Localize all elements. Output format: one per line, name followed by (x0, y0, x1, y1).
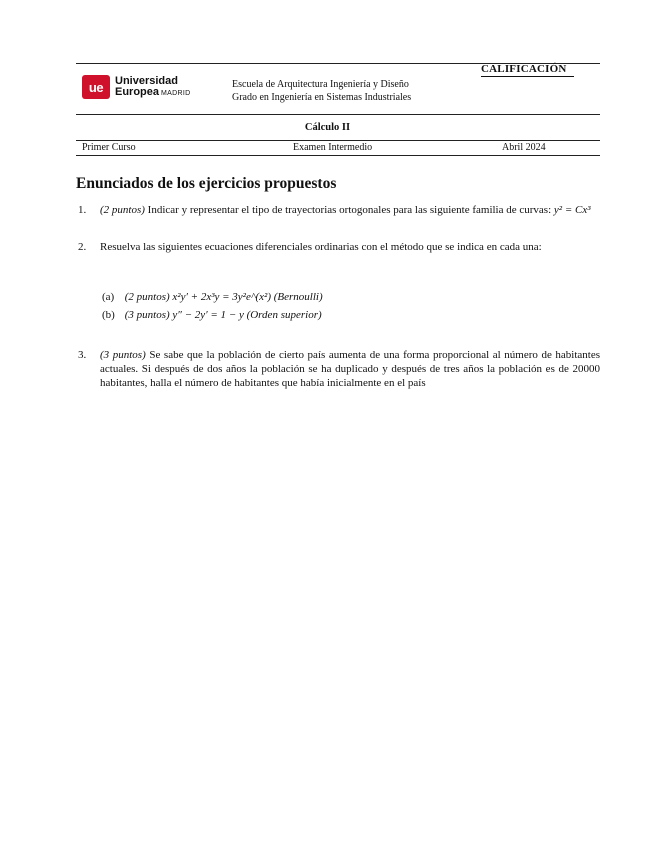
logo-suffix: MADRID (161, 89, 191, 97)
university-logo (82, 75, 190, 99)
problem-2 (78, 240, 600, 254)
header-rule-1 (76, 114, 600, 115)
part-method: (Orden superior) (246, 309, 322, 321)
date-label: Abril 2024 (502, 142, 546, 153)
problem-2a (102, 290, 323, 304)
grade-underline (481, 76, 574, 77)
problem-points: (2 puntos) (100, 204, 145, 216)
problem-text: Se sabe que la población de cierto país aumenta de una forma proporcional al número de habitantes actuales. Si después de dos años la población se ha duplicado y después de tres años la población es de 20000 habitantes, halla el número de habitantes que había inicialmente en el país (100, 349, 601, 389)
logo-line1: Universidad (115, 74, 178, 87)
header-rule-2 (76, 140, 600, 141)
problem-points: (3 puntos) (100, 349, 146, 361)
problem-1 (78, 203, 600, 217)
problem-number: 2. (78, 241, 87, 253)
course-title: Cálculo II (304, 122, 351, 133)
problem-number: 3. (78, 349, 87, 361)
problem-text: Indicar y representar el tipo de trayectorias ortogonales para las siguiente familia de curvas: (147, 204, 552, 216)
part-method: (Bernoulli) (273, 291, 323, 303)
problem-text: Resuelva las siguientes ecuaciones diferenciales ordinarias con el método que se indica en cada una: (100, 241, 542, 253)
problem-2b (102, 308, 322, 322)
part-points: (2 puntos) (124, 291, 170, 303)
ue-logo-icon: ue (82, 75, 110, 99)
logo-line2: Europea (115, 85, 160, 98)
part-formula: y″ − 2y′ = 1 − y (172, 309, 244, 321)
problem-formula: y² = Cx³ (553, 204, 591, 216)
degree-name: Grado en Ingeniería en Sistemas Industriales (232, 92, 412, 103)
part-label: (a) (102, 291, 115, 303)
part-label: (b) (102, 309, 115, 321)
school-name: Escuela de Arquitectura Ingeniería y Diseño (232, 79, 409, 90)
year-label: Primer Curso (82, 142, 136, 153)
exam-label: Examen Intermedio (293, 142, 373, 153)
part-points: (3 puntos) (124, 309, 170, 321)
problem-number: 1. (78, 204, 87, 216)
section-title: Enunciados de los ejercicios propuestos (76, 175, 337, 192)
grade-label: CALIFICACIÓN (481, 63, 567, 75)
header-rule-3 (76, 155, 600, 156)
problem-3 (78, 348, 600, 390)
school-block (232, 78, 411, 104)
part-formula: x²y′ + 2x³y = 3y²e^(x²) (172, 291, 272, 303)
